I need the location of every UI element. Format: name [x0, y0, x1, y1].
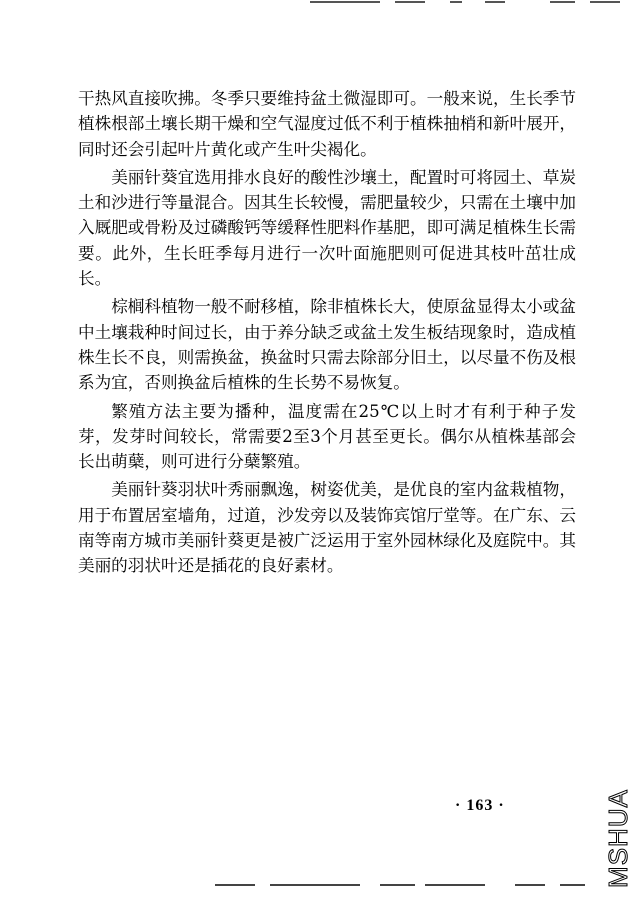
paragraph-4: 繁殖方法主要为播种，温度需在25℃以上时才有利于种子发芽，发芽时间较长，常需要2至3个月甚至更长。偶尔从植株基部会长出萌蘖，则可进行分蘖繁殖。 — [78, 401, 576, 472]
paragraph-2: 美丽针葵宜选用排水良好的酸性沙壤土，配置时可将园土、草炭土和沙进行等量混合。因其生长较慢，需肥量较少，只需在土壤中加入厩肥或骨粉及过磷酸钙等缓释性肥料作基肥，即可满足植株生长需要。此外，生长旺季每月进行一次叶面施肥则可促进其枝叶茁壮成长。 — [78, 167, 576, 289]
scan-artifact-bottom — [215, 882, 595, 888]
paragraph-1: 干热风直接吹拂。冬季只要维持盆土微湿即可。一般来说，生长季节植株根部土壤长期干燥和空气湿度过低不利于植株抽梢和新叶展开，同时还会引起叶片黄化或产生叶尖褐化。 — [78, 89, 576, 159]
paragraph-3: 棕榈科植物一般不耐移植，除非植株长大，使原盆显得太小或盆中土壤栽种时间过长，由于养分缺乏或盆土发生板结现象时，造成植株生长不良，则需换盆，换盆时只需去除部分旧土，以尽量不伤及根系为宜，否则换盆后植株的生长势不易恢复。 — [78, 297, 576, 393]
page-number: · 163 · — [455, 797, 505, 814]
paragraph-5: 美丽针葵羽状叶秀丽飘逸，树姿优美，是优良的室内盆栽植物，用于布置居室墙角，过道，沙发旁以及装饰宾馆厅堂等。在广东、云南等南方城市美丽针葵更是被广泛运用于室外园林绿化及庭院中。其美丽的羽状叶还是插花的良好素材。 — [78, 480, 576, 576]
watermark-text: MSHUA — [602, 788, 633, 888]
scan-artifact-top — [300, 0, 630, 6]
body-text — [78, 86, 576, 582]
watermark-logo — [601, 783, 635, 893]
